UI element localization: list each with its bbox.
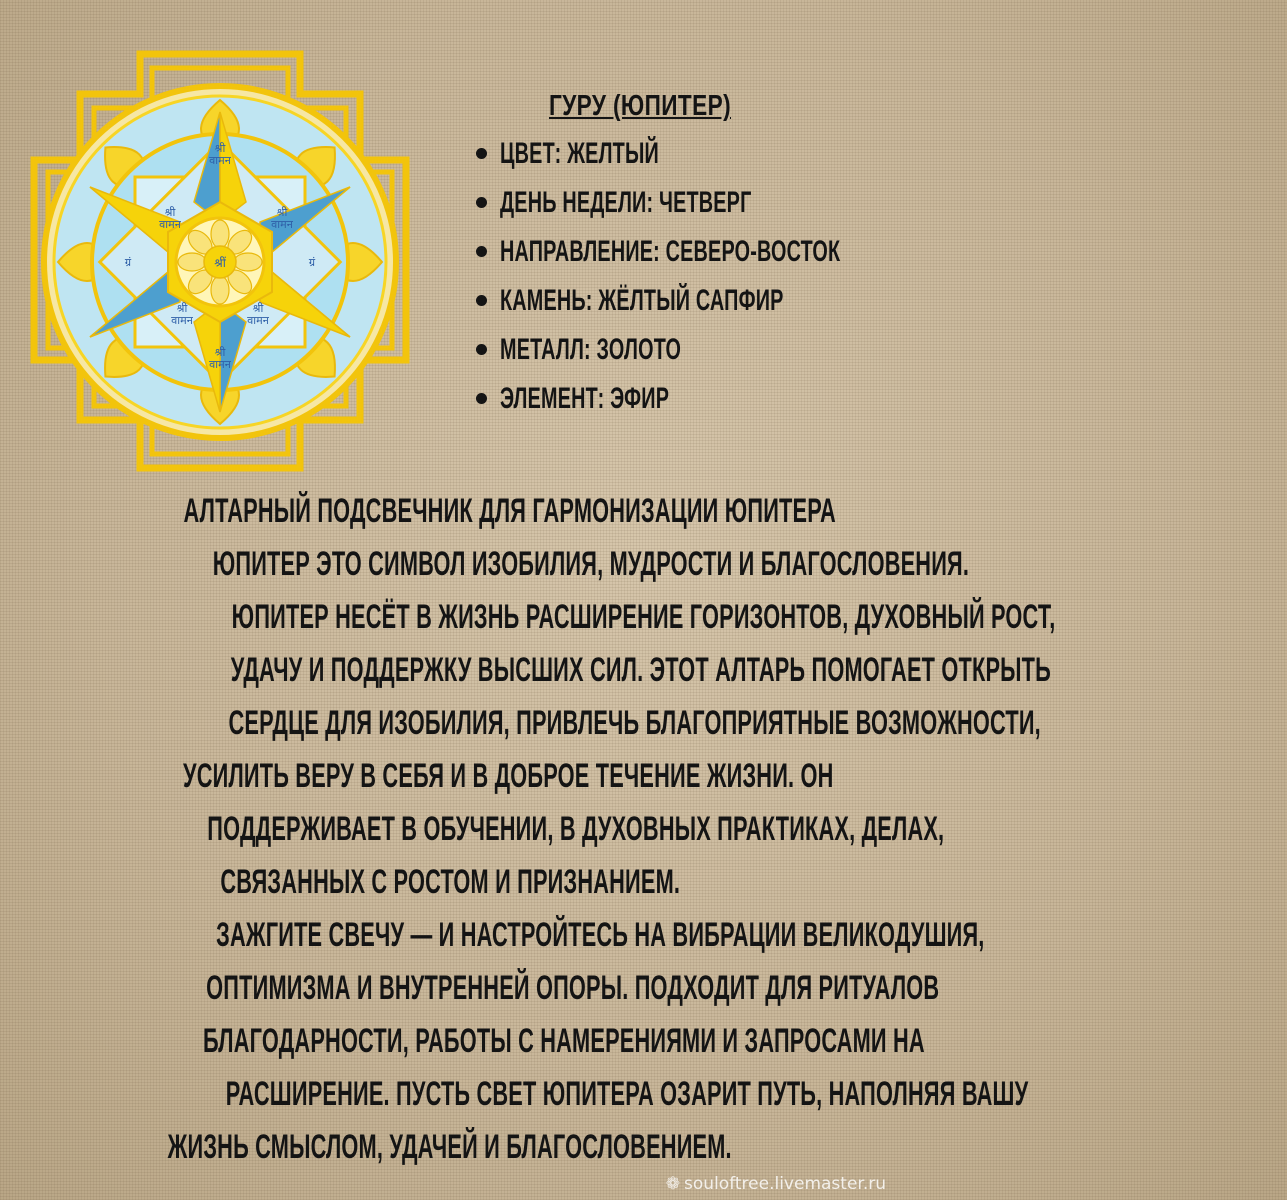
description-line: УДАЧУ И ПОДДЕРЖКУ ВЫСШИХ СИЛ. ЭТОТ АЛТАРЬ ПОМОГАЕТ ОТКРЫТЬ — [230, 651, 1051, 689]
bullet-icon — [476, 246, 487, 257]
bullet-icon — [476, 295, 487, 306]
description-text — [0, 485, 1056, 1174]
bullet-icon — [476, 148, 487, 159]
description-line: ОПТИМИЗМА И ВНУТРЕННЕЙ ОПОРЫ. ПОДХОДИТ ДЛЯ РИТУАЛОВ — [206, 969, 940, 1007]
yantra-outer-glyph-left: ग्रं — [124, 256, 132, 269]
description-line: СВЯЗАННЫХ С РОСТОМ И ПРИЗНАНИЕМ. — [220, 863, 680, 901]
yantra-label-bottom: श्री — [214, 346, 226, 359]
bullet-icon — [476, 197, 487, 208]
yantra-label-right: श्री — [276, 206, 288, 219]
yantra-label-lower-left: श्री — [176, 302, 188, 315]
planet-info — [470, 90, 890, 423]
info-item-direction: НАПРАВЛЕНИЕ: СЕВЕРО-ВОСТОК — [470, 227, 890, 276]
info-item-stone: КАМЕНЬ: ЖЁЛТЫЙ САПФИР — [470, 276, 890, 325]
yantra-label-left: श्री — [164, 206, 176, 219]
description-line: ЮПИТЕР НЕСЁТ В ЖИЗНЬ РАСШИРЕНИЕ ГОРИЗОНТОВ, ДУХОВНЫЙ РОСТ, — [231, 598, 1056, 636]
info-item-weekday: ДЕНЬ НЕДЕЛИ: ЧЕТВЕРГ — [470, 178, 890, 227]
svg-text:वामन: वामन — [247, 314, 269, 327]
bullet-icon — [476, 393, 487, 404]
description-line: РАСШИРЕНИЕ. ПУСТЬ СВЕТ ЮПИТЕРА ОЗАРИТ ПУТЬ, НАПОЛНЯЯ ВАШУ — [225, 1075, 1029, 1113]
description-line: СЕРДЦЕ ДЛЯ ИЗОБИЛИЯ, ПРИВЛЕЧЬ БЛАГОПРИЯТНЫЕ ВОЗМОЖНОСТИ, — [228, 704, 1041, 742]
svg-text:वामन: वामन — [171, 314, 193, 327]
description-heading: АЛТАРНЫЙ ПОДСВЕЧНИК ДЛЯ ГАРМОНИЗАЦИИ ЮПИТЕРА — [183, 492, 836, 530]
description-line: ПОДДЕРЖИВАЕТ В ОБУЧЕНИИ, В ДУХОВНЫХ ПРАКТИКАХ, ДЕЛАХ, — [207, 810, 945, 848]
svg-text:वामन: वामन — [271, 218, 293, 231]
yantra-center — [176, 218, 264, 306]
svg-text:वामन: वामन — [209, 358, 231, 371]
watermark — [666, 1174, 886, 1194]
description-line: ЗАЖГИТЕ СВЕЧУ — И НАСТРОЙТЕСЬ НА ВИБРАЦИИ ВЕЛИКОДУШИЯ, — [216, 916, 985, 954]
flower-icon: ❁ — [665, 1174, 681, 1194]
info-list — [470, 129, 890, 423]
description-line: ЖИЗНЬ СМЫСЛОМ, УДАЧЕЙ И БЛАГОСЛОВЕНИЕМ. — [167, 1128, 733, 1166]
jupiter-yantra-image — [20, 40, 420, 480]
yantra-outer-glyph-right: ग्रं — [308, 256, 316, 269]
info-item-metal: МЕТАЛЛ: ЗОЛОТО — [470, 325, 890, 374]
description-line: УСИЛИТЬ ВЕРУ В СЕБЯ И В ДОБРОЕ ТЕЧЕНИЕ ЖИЗНИ. ОН — [182, 757, 834, 795]
yantra-label-top: श्री — [214, 142, 226, 155]
yantra-center-glyph: श्रीं — [214, 256, 226, 270]
yantra-label-lower-right: श्री — [252, 302, 264, 315]
info-title: ГУРУ (ЮПИТЕР) — [548, 90, 732, 122]
svg-text:वामन: वामन — [159, 218, 181, 231]
description-line: ЮПИТЕР ЭТО СИМВОЛ ИЗОБИЛИЯ, МУДРОСТИ И БЛАГОСЛОВЕНИЯ. — [212, 545, 970, 583]
watermark-text: souloftree.livemaster.ru — [684, 1174, 886, 1194]
info-item-color: ЦВЕТ: ЖЕЛТЫЙ — [470, 129, 890, 178]
svg-text:वामन: वामन — [209, 154, 231, 167]
bullet-icon — [476, 344, 487, 355]
description-line: БЛАГОДАРНОСТИ, РАБОТЫ С НАМЕРЕНИЯМИ И ЗАПРОСАМИ НА — [203, 1022, 925, 1060]
info-item-element: ЭЛЕМЕНТ: ЭФИР — [470, 374, 890, 423]
